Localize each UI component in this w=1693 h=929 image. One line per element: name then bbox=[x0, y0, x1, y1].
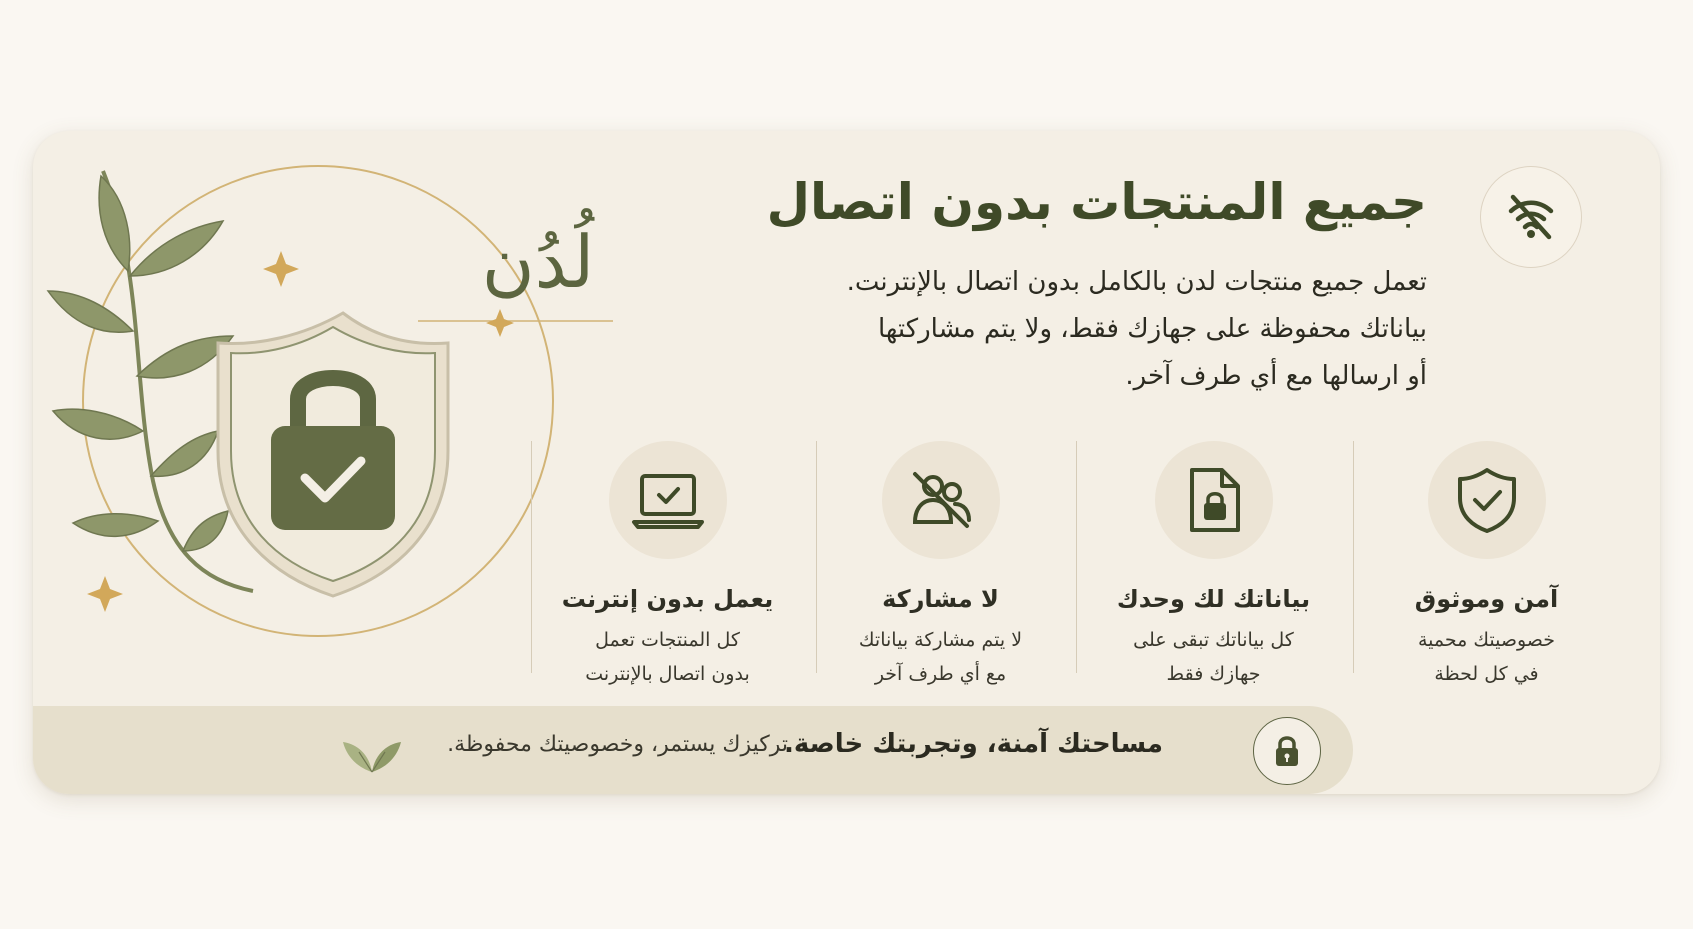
feature-title: لا مشاركة bbox=[882, 585, 999, 613]
lock-icon bbox=[1269, 733, 1305, 769]
wifi-off-icon bbox=[1501, 187, 1561, 247]
feature-desc: كل المنتجات تعمل بدون اتصال بالإنترنت bbox=[585, 629, 750, 685]
laptop-check-icon bbox=[628, 464, 708, 536]
privacy-card bbox=[33, 131, 1660, 794]
feature-title: بياناتك لك وحدك bbox=[1116, 585, 1311, 613]
feature-no-share bbox=[804, 431, 1077, 685]
footer-bar bbox=[33, 706, 1353, 794]
feature-icon-wrap bbox=[882, 441, 1000, 559]
feature-icon-wrap bbox=[1428, 441, 1546, 559]
feature-desc: كل بياناتك تبقى على جهازك فقط bbox=[1133, 629, 1294, 685]
feature-offline bbox=[531, 431, 804, 685]
feature-data-yours bbox=[1077, 431, 1350, 685]
feature-secure bbox=[1350, 431, 1623, 685]
feature-icon-wrap bbox=[609, 441, 727, 559]
file-lock-icon bbox=[1178, 464, 1250, 536]
feature-title: يعمل بدون إنترنت bbox=[561, 585, 774, 613]
footer-bold-text: مساحتك آمنة، وتجربتك خاصة. bbox=[784, 729, 1163, 759]
description-line: تعمل جميع منتجات لدن بالكامل بدون اتصال بالإنترنت. bbox=[846, 267, 1427, 297]
brand-logo: لُدُن bbox=[481, 220, 595, 304]
features-row bbox=[531, 431, 1623, 685]
description-line: أو ارسالها مع أي طرف آخر. bbox=[1125, 361, 1427, 391]
feature-desc: لا يتم مشاركة بياناتك مع أي طرف آخر bbox=[858, 629, 1023, 685]
feature-title: آمن وموثوق bbox=[1414, 585, 1559, 613]
leaf-icon bbox=[339, 724, 405, 776]
footer-light-text: تركيزك يستمر، وخصوصيتك محفوظة. bbox=[447, 732, 788, 757]
feature-icon-wrap bbox=[1155, 441, 1273, 559]
wifi-off-badge bbox=[1480, 166, 1582, 268]
feature-desc: خصوصيتك محمية في كل لحظة bbox=[1417, 629, 1556, 685]
shield-check-icon bbox=[1451, 464, 1523, 536]
lock-badge bbox=[1253, 717, 1321, 785]
description bbox=[707, 259, 1427, 400]
no-share-icon bbox=[905, 464, 977, 536]
description-line: بياناتك محفوظة على جهازك فقط، ولا يتم مشاركتها bbox=[878, 314, 1427, 344]
page-title: جميع المنتجات بدون اتصال bbox=[766, 173, 1427, 231]
